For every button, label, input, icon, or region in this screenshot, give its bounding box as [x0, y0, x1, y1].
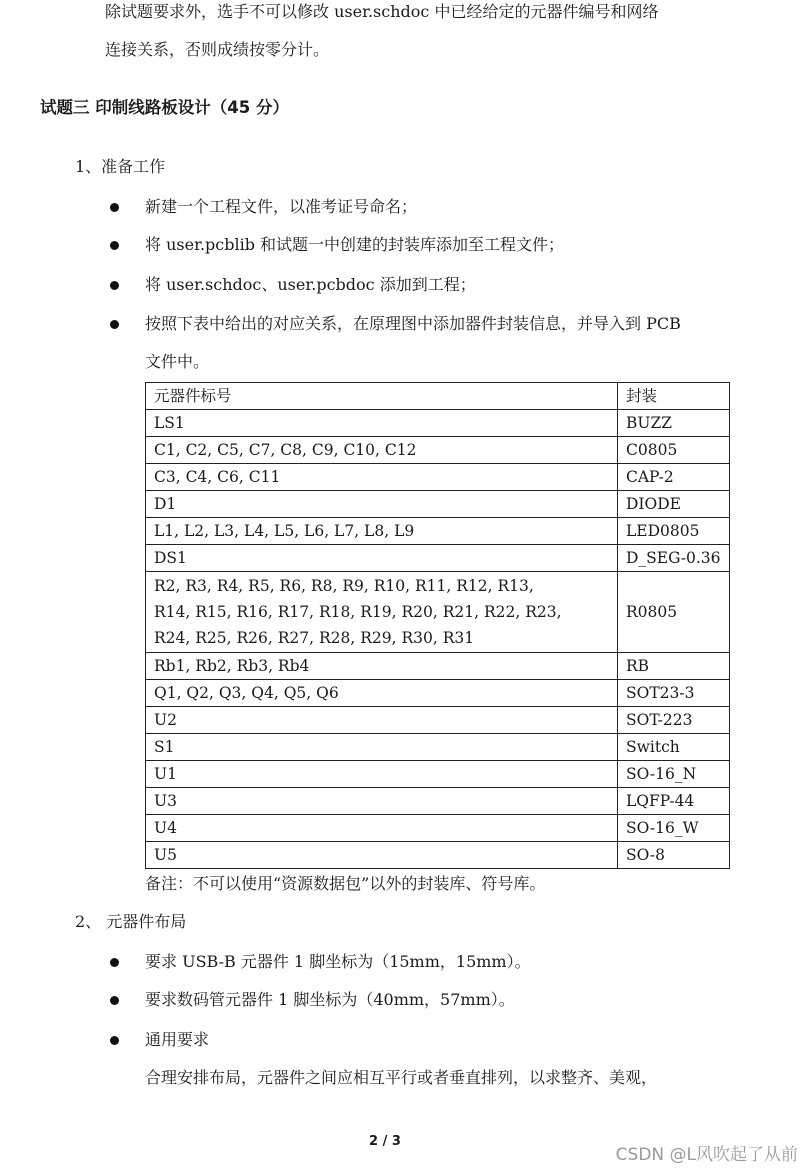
table-cell-ref: Q1, Q2, Q3, Q4, Q5, Q6	[146, 680, 618, 707]
table-cell-pkg: BUZZ	[618, 410, 730, 437]
table-cell-ref: C1, C2, C5, C7, C8, C9, C10, C12	[146, 437, 618, 464]
item-label: 2、 元器件布局	[75, 912, 187, 931]
table-cell-ref: U4	[146, 815, 618, 842]
table-header-cell: 元器件标号	[146, 383, 618, 410]
table-cell-pkg: SO-8	[618, 842, 730, 869]
paragraph-line: 除试题要求外，选手不可以修改 user.schdoc 中已经给定的元器件编号和网络	[105, 2, 659, 21]
table-row	[146, 545, 730, 572]
bullet-text: 新建一个工程文件，以准考证号命名；	[145, 197, 418, 216]
bullet-text-continued: 合理安排布局，元器件之间应相互平行或者垂直排列，以求整齐、美观，	[145, 1068, 658, 1087]
table-row	[146, 518, 730, 545]
table-cell-line: R24, R25, R26, R27, R28, R29, R30, R31	[154, 629, 475, 647]
table-cell-ref: D1	[146, 491, 618, 518]
watermark: CSDN @L风吹起了从前	[615, 1145, 798, 1165]
page-number: 2 / 3	[369, 1134, 401, 1149]
table-cell-pkg: LQFP-44	[618, 788, 730, 815]
bullet-icon	[110, 996, 119, 1005]
bullet-icon	[110, 241, 119, 250]
bullet-text: 按照下表中给出的对应关系，在原理图中添加器件封装信息，并导入到 PCB	[145, 314, 681, 333]
bullet-icon	[110, 281, 119, 290]
table-row	[146, 491, 730, 518]
table-cell-line: R2, R3, R4, R5, R6, R8, R9, R10, R11, R12, R13,	[154, 577, 534, 595]
table-cell-ref: LS1	[146, 410, 618, 437]
paragraph-line: 连接关系，否则成绩按零分计。	[105, 40, 330, 59]
bullet-text: 通用要求	[145, 1030, 210, 1049]
table-cell-ref: S1	[146, 734, 618, 761]
table-cell-pkg: CAP-2	[618, 464, 730, 491]
table-row	[146, 437, 730, 464]
table-cell-pkg: SO-16_W	[618, 815, 730, 842]
bullet-icon	[110, 1036, 119, 1045]
table-row	[146, 761, 730, 788]
table-cell-pkg: D_SEG-0.36	[618, 545, 730, 572]
table-cell-ref: U1	[146, 761, 618, 788]
table-cell-ref: L1, L2, L3, L4, L5, L6, L7, L8, L9	[146, 518, 618, 545]
package-table	[145, 382, 730, 869]
section-title: 试题三 印制线路板设计（45 分）	[40, 98, 289, 117]
table-cell-pkg: LED0805	[618, 518, 730, 545]
table-note: 备注：不可以使用“资源数据包”以外的封装库、符号库。	[145, 874, 546, 893]
table-cell-pkg: C0805	[618, 437, 730, 464]
table-header-cell: 封装	[618, 383, 730, 410]
table-cell-pkg: R0805	[618, 572, 730, 653]
table-row	[146, 410, 730, 437]
table-cell-pkg: DIODE	[618, 491, 730, 518]
table-cell-pkg: SO-16_N	[618, 761, 730, 788]
item-label: 1、准备工作	[75, 157, 166, 176]
table-row	[146, 464, 730, 491]
table-row	[146, 680, 730, 707]
table-row	[146, 653, 730, 680]
table-cell-ref: C3, C4, C6, C11	[146, 464, 618, 491]
table-row	[146, 734, 730, 761]
table-cell-ref	[146, 572, 618, 653]
table-row	[146, 815, 730, 842]
table-row	[146, 572, 730, 653]
table-cell-ref: Rb1, Rb2, Rb3, Rb4	[146, 653, 618, 680]
table-cell-pkg: Switch	[618, 734, 730, 761]
bullet-text: 要求数码管元器件 1 脚坐标为（40mm，57mm）。	[145, 990, 515, 1009]
table-cell-ref: U5	[146, 842, 618, 869]
bullet-icon	[110, 320, 119, 329]
table-cell-pkg: SOT-223	[618, 707, 730, 734]
table-cell-line: R14, R15, R16, R17, R18, R19, R20, R21, R22, R23,	[154, 603, 562, 621]
table-row	[146, 788, 730, 815]
table-row	[146, 842, 730, 869]
bullet-icon	[110, 203, 119, 212]
table-cell-ref: U2	[146, 707, 618, 734]
bullet-icon	[110, 958, 119, 967]
table-row	[146, 707, 730, 734]
table-cell-ref: U3	[146, 788, 618, 815]
bullet-text: 将 user.pcblib 和试题一中创建的封装库添加至工程文件；	[145, 235, 565, 254]
table-cell-pkg: SOT23-3	[618, 680, 730, 707]
table-header-row	[146, 383, 730, 410]
table-cell-pkg: RB	[618, 653, 730, 680]
bullet-text: 要求 USB-B 元器件 1 脚坐标为（15mm，15mm）。	[145, 952, 531, 971]
bullet-text: 将 user.schdoc、user.pcbdoc 添加到工程；	[145, 275, 476, 294]
bullet-text-continued: 文件中。	[145, 352, 210, 371]
table-cell-ref: DS1	[146, 545, 618, 572]
